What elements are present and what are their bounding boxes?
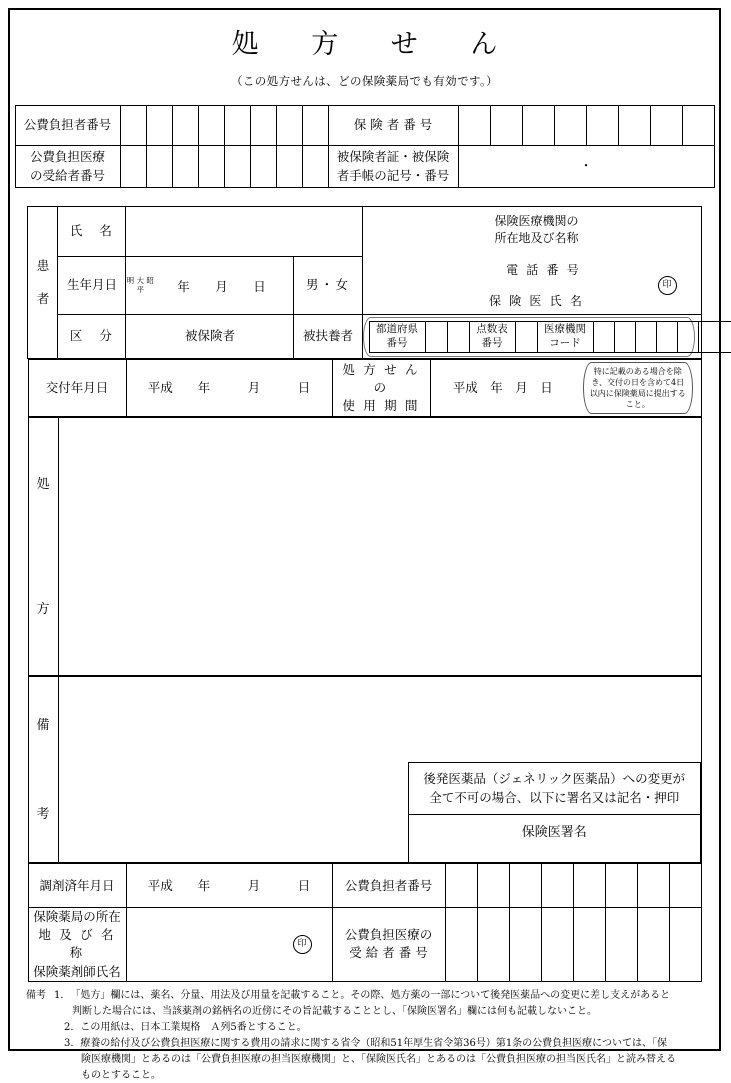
prescription-table [28, 417, 702, 676]
clinic-code-rounded-wrapper [363, 317, 695, 357]
public-recipient-number-label-line2: の受給者番号 [29, 167, 105, 183]
patient-gender-selector[interactable]: 男・女 [294, 257, 362, 315]
era-meiji: 明 [126, 276, 135, 286]
remarks-label-char2: 考 [36, 806, 50, 822]
clinic-doctor-name-label: 保 険 医 氏 名 [488, 293, 585, 308]
footer-note-1-number: 1． [54, 989, 71, 1001]
public-payer-cell[interactable] [276, 106, 302, 146]
clinic-code-cell[interactable] [656, 321, 677, 352]
clinic-code-cell[interactable] [635, 321, 656, 352]
remarks-content-area[interactable] [58, 677, 408, 863]
dispensing-table [28, 863, 702, 982]
patient-label-char2: 者 [36, 290, 50, 306]
public-recipient-cell[interactable] [302, 146, 328, 188]
validity-label-line2: 使 用 期 間 [342, 398, 420, 414]
prescription-label-char2: 方 [36, 601, 50, 617]
pref-code-label-line2: 番号 [386, 336, 408, 349]
remarks-section-label [28, 677, 58, 863]
validity-period-label [332, 360, 430, 417]
footer-notes [26, 988, 707, 1083]
footer-note-3 [64, 1036, 707, 1051]
footer-note-3-line1: 療養の給付及び公費負担医療に関する費用の請求に関する省令（昭和51年厚生省令第36号）第1条の公費負担医療については、「保 [80, 1037, 667, 1049]
dispensing-public-payer-cell[interactable] [637, 864, 669, 908]
dispensing-public-payer-cell[interactable] [669, 864, 701, 908]
validity-date-input[interactable]: 平成 年 月 日 [430, 360, 575, 417]
remarks-table [28, 676, 702, 863]
dispensing-public-recipient-cell[interactable] [445, 908, 477, 982]
footer-note-1 [26, 988, 707, 1003]
insured-card-value[interactable]: ・ [458, 146, 714, 188]
pref-code-cell[interactable] [425, 321, 447, 352]
dispensing-public-recipient-cell[interactable] [509, 908, 541, 982]
insurer-number-label: 保 険 者 番 号 [328, 106, 458, 146]
insurer-number-cell[interactable] [490, 106, 522, 146]
prescription-content-area[interactable] [58, 418, 701, 676]
public-recipient-cell[interactable] [146, 146, 172, 188]
doctor-signature-field[interactable]: 保険医署名 [409, 814, 701, 862]
clinic-code-label [537, 321, 593, 352]
patient-category-insured[interactable]: 被保険者 [126, 315, 294, 359]
generic-substitution-container [408, 677, 701, 863]
footer-note-3-cont2 [81, 1068, 707, 1083]
footer-note-3-line2: 険医療機関」とあるのは「公費負担医療の担当医療機関」と、「保険医氏名」とあるのは「公費負担医療の担当医氏名」と読み替える [81, 1053, 676, 1065]
insurer-number-cell[interactable] [458, 106, 490, 146]
points-table-cell[interactable] [515, 321, 537, 352]
public-payer-number-label: 公費負担者番号 [15, 106, 120, 146]
pharmacy-label [28, 908, 126, 982]
patient-category-label: 区 分 [58, 315, 126, 359]
footer-note-1-line1: 「処方」欄には、薬名、分量、用法及び用量を記載すること。その際、処方薬の一部について後発医薬品への変更に差し支えがあると [70, 989, 671, 1001]
dispensing-public-recipient-cell[interactable] [637, 908, 669, 982]
generic-notice [409, 762, 701, 814]
public-payer-cell[interactable] [302, 106, 328, 146]
footer-note-3-number: 3． [64, 1037, 81, 1049]
issue-date-input[interactable]: 平成 年 月 日 [126, 360, 332, 417]
dispensing-public-payer-label: 公費負担者番号 [332, 864, 445, 908]
page-subtitle: （この処方せんは、どの保険薬局でも有効です。） [230, 74, 499, 88]
clinic-code-cell[interactable] [614, 321, 635, 352]
public-payer-cell[interactable] [120, 106, 146, 146]
insured-card-label [328, 146, 458, 188]
footer-note-2-line1: この用紙は、日本工業規格 Ａ列5番とすること。 [80, 1021, 307, 1033]
remarks-label-char1: 備 [36, 717, 50, 733]
clinic-info-block [362, 207, 701, 315]
points-table-label-line1: 点数表 [476, 323, 508, 336]
dispensing-public-recipient-cell[interactable] [541, 908, 573, 982]
dispensed-date-input[interactable]: 平成 年 月 日 [126, 864, 332, 908]
pref-code-cell[interactable] [447, 321, 469, 352]
pref-code-label [369, 321, 425, 352]
generic-notice-line1: 後発医薬品（ジェネリック医薬品）への変更が [423, 770, 686, 786]
public-recipient-cell[interactable] [276, 146, 302, 188]
pharmacy-label-line1: 保険薬局の所在 [33, 909, 121, 925]
page-title: 処 方 せ ん [231, 29, 520, 60]
dispensing-public-payer-cell[interactable] [477, 864, 509, 908]
pref-code-label-line1: 都道府県 [376, 323, 419, 336]
patient-category-dependent[interactable]: 被扶養者 [294, 315, 362, 359]
dispensing-public-recipient-cell[interactable] [573, 908, 605, 982]
dispensing-public-payer-cell[interactable] [541, 864, 573, 908]
patient-label-char1: 患 [36, 258, 50, 273]
points-table-label-line2: 番号 [481, 336, 503, 349]
dispensing-public-recipient-label-line1: 公費負担医療の [344, 927, 433, 943]
public-recipient-cell[interactable] [224, 146, 250, 188]
patient-birthdate-label: 生年月日 [58, 257, 126, 315]
issue-date-label: 交付年月日 [28, 360, 126, 417]
public-recipient-cell[interactable] [198, 146, 224, 188]
dispensing-public-recipient-label [332, 908, 445, 982]
clinic-code-label-line1: 医療機関 [544, 323, 587, 336]
dispensing-public-payer-cell[interactable] [445, 864, 477, 908]
insurer-number-cell[interactable] [586, 106, 618, 146]
era-heisei: 平 [136, 284, 144, 294]
footer-note-3-cont1 [81, 1052, 707, 1067]
public-payer-cell[interactable] [224, 106, 250, 146]
seal-icon: 印 [658, 276, 677, 295]
generic-notice-line2: 全て不可の場合、以下に署名又は記名・押印 [429, 790, 680, 806]
validity-label-line1: 処 方 せ ん の [342, 361, 420, 395]
footer-note-3-line3: ものとすること。 [81, 1069, 161, 1081]
pharmacy-label-line2: 地 及 び 名 称 [38, 927, 116, 961]
pharmacy-seal-icon: 印 [293, 935, 312, 954]
dispensing-public-recipient-label-line2: 受 給 者 番 号 [349, 945, 428, 961]
points-table-label [469, 321, 515, 352]
clinic-code-cell[interactable] [719, 321, 731, 352]
clinic-code-table [369, 321, 731, 353]
insurance-header-table [15, 105, 715, 188]
prescription-section-label [28, 418, 58, 676]
prescription-form-page [8, 8, 721, 1081]
insurer-number-cell[interactable] [618, 106, 650, 146]
insurer-number-cell[interactable] [522, 106, 554, 146]
patient-name-label: 氏 名 [58, 207, 126, 257]
public-recipient-number-label-line1: 公費負担医療 [29, 149, 105, 165]
dispensing-public-recipient-cell[interactable] [669, 908, 701, 982]
pharmacy-label-line3: 保険薬剤師氏名 [33, 963, 121, 979]
patient-section-label [28, 207, 58, 359]
clinic-address-label-line1: 保険医療機関の [494, 214, 579, 228]
clinic-code-cell[interactable] [677, 321, 698, 352]
insured-card-label-line2: 者手帳の記号・番号 [336, 167, 450, 183]
clinic-phone-label: 電 話 番 号 [506, 262, 581, 277]
generic-substitution-table [408, 762, 701, 863]
insurer-number-cell[interactable] [554, 106, 586, 146]
footer-note-1-line2: 判断した場合には、当該薬剤の銘柄名の近傍にその旨記載することとし、「保険医署名」欄には何も記載しないこと。 [72, 1005, 597, 1017]
insured-card-label-line1: 被保険者証・被保険 [336, 149, 450, 165]
clinic-code-strip-container [362, 315, 701, 359]
footer-note-2 [64, 1020, 707, 1035]
dispensing-public-recipient-cell[interactable] [477, 908, 509, 982]
footer-note-2-number: 2． [64, 1021, 81, 1033]
validity-note: 特に記載のある場合を除き、交付の日を含めて4日以内に保険薬局に提出すること。 [583, 362, 693, 414]
clinic-code-label-line2: コード [549, 336, 581, 349]
issue-validity-table [28, 359, 702, 417]
clinic-address-label-line2: 所在地及び名称 [494, 230, 579, 245]
public-payer-cell[interactable] [198, 106, 224, 146]
public-recipient-number-label [15, 146, 120, 188]
dispensed-date-label: 調剤済年月日 [28, 864, 126, 908]
era-taisho: 大 [136, 276, 144, 286]
dispensing-public-payer-cell[interactable] [573, 864, 605, 908]
public-recipient-cell[interactable] [250, 146, 276, 188]
prescription-label-char1: 処 [36, 476, 50, 492]
public-payer-cell[interactable] [172, 106, 198, 146]
public-payer-cell[interactable] [146, 106, 172, 146]
patient-birthdate-input[interactable]: 年 月 日 [156, 257, 294, 315]
clinic-code-cell[interactable] [593, 321, 614, 352]
dispensing-public-recipient-cell[interactable] [605, 908, 637, 982]
dispensing-public-payer-cell[interactable] [605, 864, 637, 908]
footer-notes-heading: 備考 [26, 989, 46, 1001]
footer-note-1-cont [72, 1004, 707, 1019]
patient-era-selector[interactable] [126, 257, 156, 315]
insurer-number-cell[interactable] [682, 106, 714, 146]
patient-name-input[interactable] [126, 207, 362, 257]
clinic-doctor-row [373, 278, 701, 309]
insurer-number-cell[interactable] [650, 106, 682, 146]
clinic-code-cell[interactable] [698, 321, 719, 352]
validity-note-container [575, 360, 701, 417]
public-recipient-cell[interactable] [120, 146, 146, 188]
public-payer-cell[interactable] [250, 106, 276, 146]
dispensing-public-payer-cell[interactable] [509, 864, 541, 908]
pharmacy-input[interactable] [126, 908, 332, 982]
public-recipient-cell[interactable] [172, 146, 198, 188]
patient-clinic-table [27, 206, 701, 359]
era-showa: 昭 [146, 276, 154, 286]
